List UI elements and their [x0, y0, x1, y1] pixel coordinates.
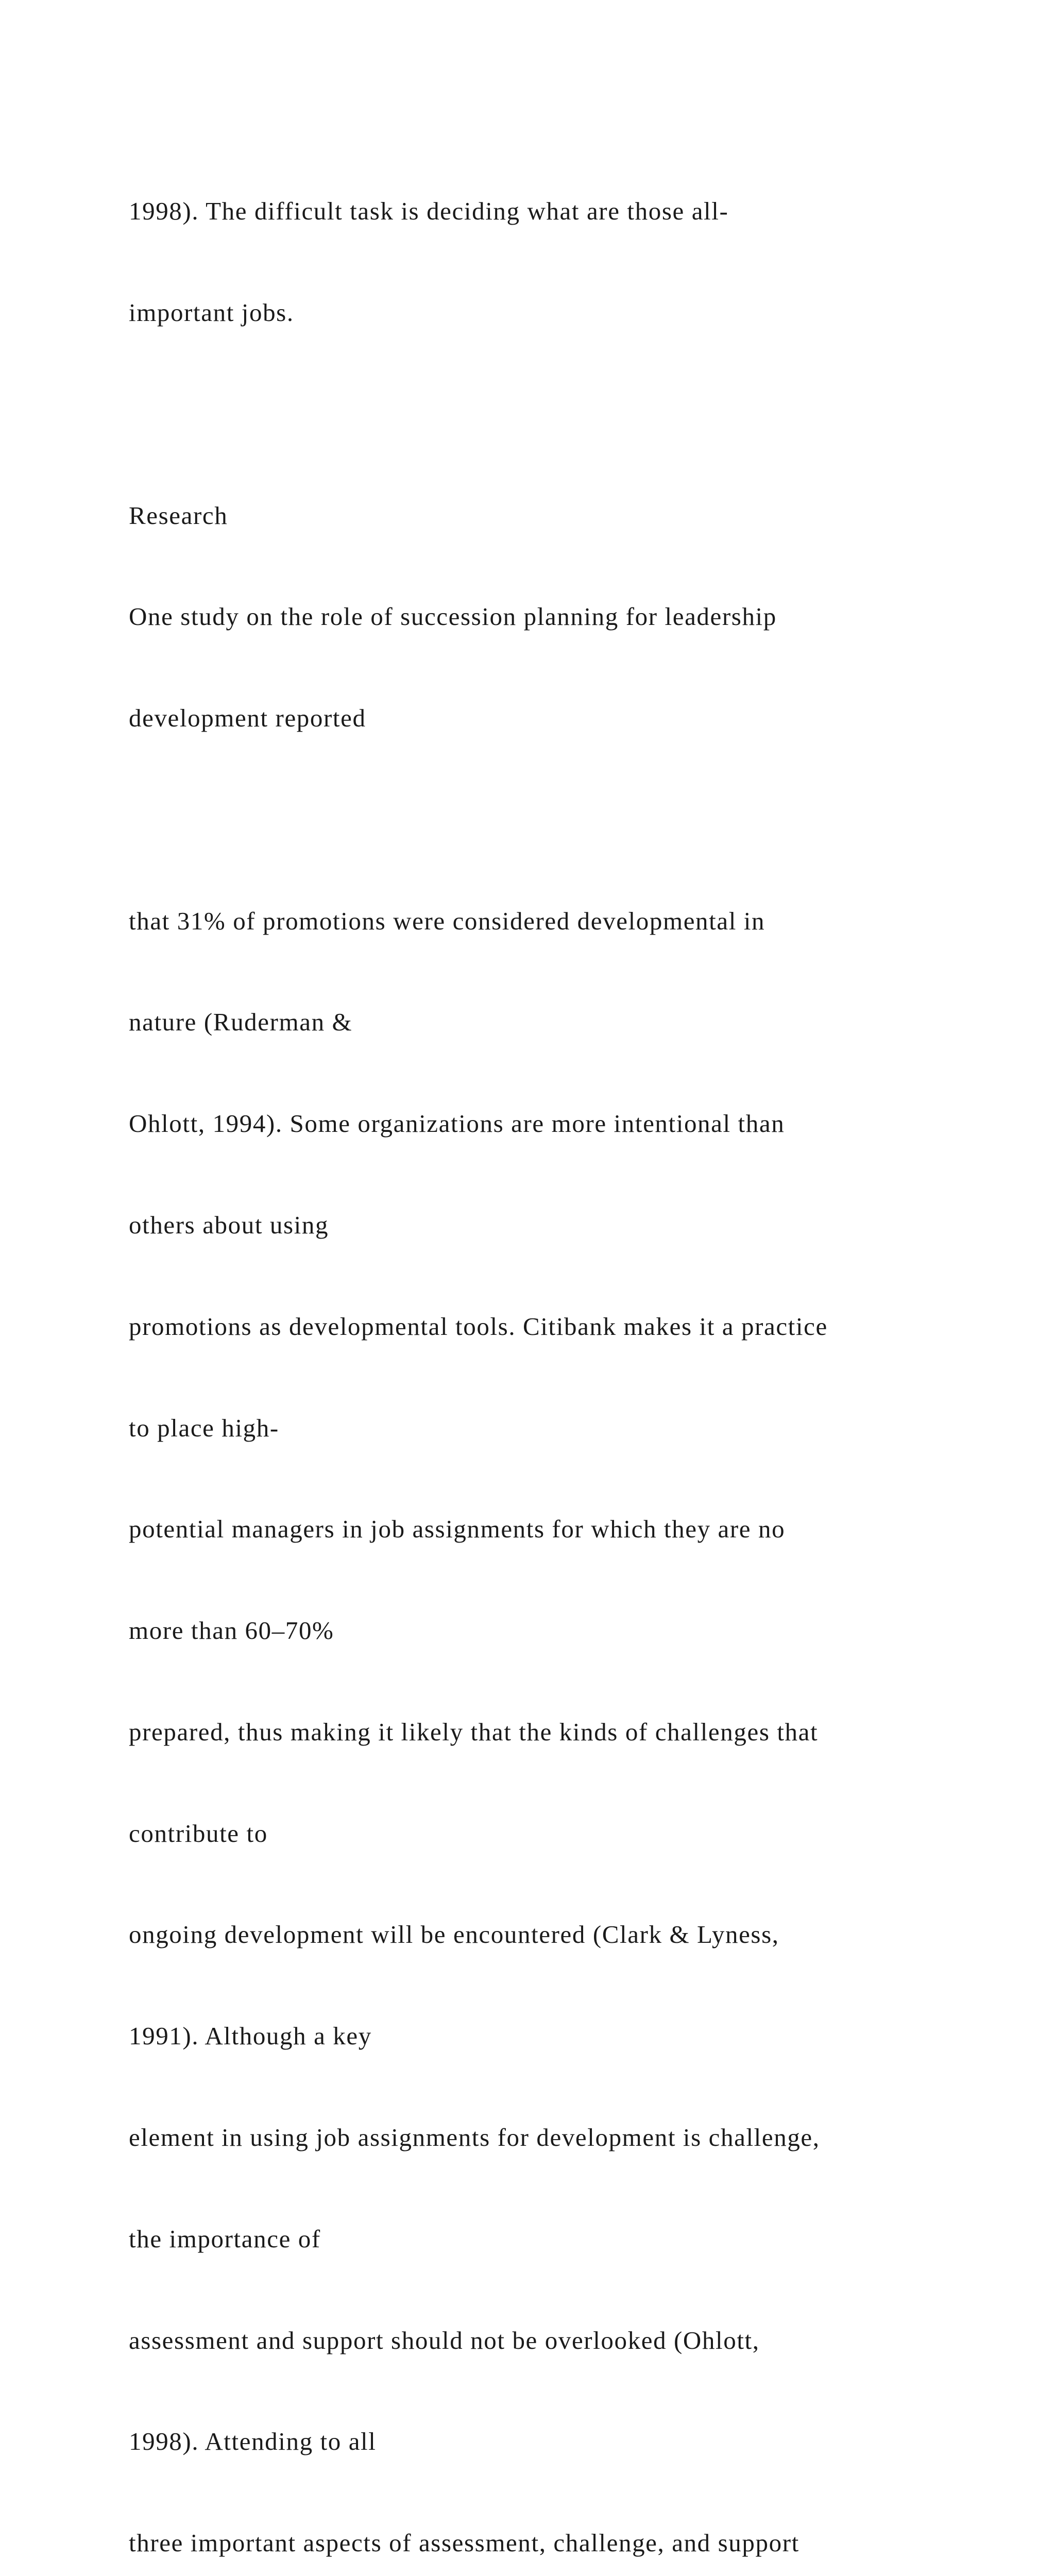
text-line: promotions as developmental tools. Citibank makes it a practice — [129, 1312, 828, 1341]
text-line: others about using — [129, 1211, 329, 1239]
text-line: development reported — [129, 704, 366, 733]
body-text — [129, 127, 1046, 2576]
text-line: more than 60–70% — [129, 1616, 334, 1645]
text-line: ongoing development will be encountered (Clark & Lyness, — [129, 1920, 779, 1949]
blank-line — [129, 397, 1046, 431]
text-line: to place high- — [129, 1413, 279, 1442]
text-line: assessment and support should not be overlooked (Ohlott, — [129, 2326, 760, 2354]
text-line: Ohlott, 1994). Some organizations are more intentional than — [129, 1109, 785, 1138]
text-line: contribute to — [129, 1819, 268, 1848]
text-line: One study on the role of succession planning for leadership — [129, 602, 777, 631]
text-line: three important aspects of assessment, challenge, and support — [129, 2529, 799, 2557]
text-line: element in using job assignments for development is challenge, — [129, 2123, 820, 2152]
text-line: the importance of — [129, 2224, 321, 2253]
text-line: nature (Ruderman & — [129, 1008, 353, 1037]
text-line: important jobs. — [129, 298, 294, 327]
text-line: that 31% of promotions were considered developmental in — [129, 906, 765, 935]
text-line: 1998). Attending to all — [129, 2427, 377, 2456]
text-line: 1998). The difficult task is deciding what are those all- — [129, 197, 729, 226]
section-heading: Research — [129, 501, 228, 530]
blank-line — [129, 803, 1046, 837]
text-line: prepared, thus making it likely that the kinds of challenges that — [129, 1717, 819, 1746]
text-line: potential managers in job assignments for which they are no — [129, 1515, 786, 1544]
text-line: 1991). Although a key — [129, 2022, 372, 2050]
